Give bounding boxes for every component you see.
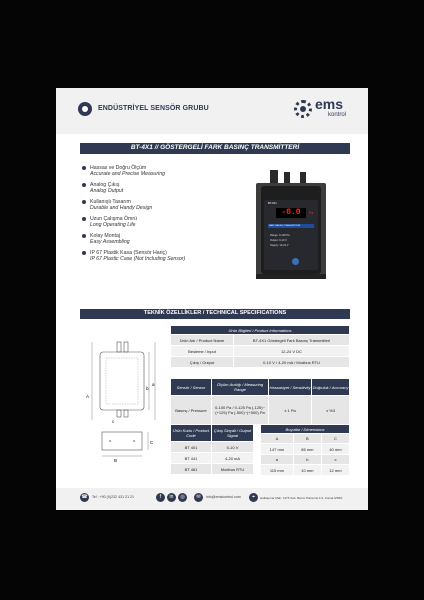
cell: 4-20 mA [212,453,254,464]
header-cell: Ölçüm Aralığı / Measuring Range [212,379,269,396]
device-port-left [270,170,278,184]
cell: Besleme / Input [171,346,234,357]
cell: b [293,455,321,465]
cell: ± 1 Pa [269,396,312,425]
header-cell: Doğruluk / Accuracy [312,379,350,396]
feature-en: Durable and Handy Design [90,205,153,212]
dim-label-a: a [152,382,155,387]
header-cell: Ürün Kodu / Product Code [171,425,212,442]
cell: BT 461 [171,464,212,475]
bullet-icon [82,234,86,238]
cell: 115 mm [261,465,294,476]
device-base [256,274,326,279]
header-cell: Sensör / Sensor [171,379,212,396]
device-display: -0.0 [276,208,306,218]
dim-label-C: C [150,440,154,445]
device-spec-line: Range: 0-100 Pa [270,234,290,237]
cell: 10 mm [293,465,321,476]
bullet-icon [82,183,86,187]
feature-en: Analog Output [90,188,124,195]
cell: 147 mm [261,444,294,455]
cell: B [293,434,321,444]
social-icon: in [167,493,176,502]
gear-logo-icon [294,100,312,118]
logo-kontrol-text: kontrol [328,112,347,118]
footer-address: Halkapınar Mah. 1376 Sok. Barım Plaza No:1/1, Konak İZMİR [260,495,343,500]
dim-label-A: A [86,394,90,399]
cell: Çıkış / Output [171,357,234,368]
feature-item [90,165,230,177]
feature-item [90,233,230,245]
product-info-table [170,325,350,368]
feature-item [90,216,230,228]
cell: 12-24 V DC [234,346,350,357]
cell: 0-10 V / 4-20 mA / Modbus RTU [234,357,350,368]
cell: BT 441 [171,453,212,464]
cell: 0-100 Pa / 0-125 Pa (-125)~(+125) Pa (-500)~(+500) Pa [212,396,269,425]
feature-tr: IP 67 Plastik Kasa (Sensör Hariç) [90,250,167,256]
dimension-drawing [82,328,172,468]
feature-tr: Analog Çıkış [90,182,120,188]
logo-ems-text: ems [315,96,344,112]
datasheet-page [56,88,368,510]
product-info-header: Ürün Bilgileri / Product Informations [171,326,350,335]
header-cell: Hassasiyet / Sensitivity [269,379,312,396]
cell: c [321,455,349,465]
feature-en: Long Operating Life [90,222,136,229]
device-brand-tag: BT-4X1 [268,202,277,205]
cell: BT 401 [171,442,212,453]
dim-label-B: B [114,458,118,463]
dim-label-c: c [112,419,115,424]
cell: C [321,434,349,444]
cell: Basınç / Pressure [171,396,212,425]
group-title: ENDÜSTRİYEL SENSÖR GRUBU [98,105,209,112]
dimensions-header: Boyutlar / Dimensions [261,425,350,434]
device-display-unit: Pa [309,211,314,215]
email-icon: ✉ [194,493,203,502]
cell: Modbus RTU [212,464,254,475]
bullet-icon [82,251,86,255]
feature-tr: Kullanışlı Tasarım [90,199,131,205]
cell: 12 mm [321,465,349,476]
social-icon: f [156,493,165,502]
feature-item [90,199,230,211]
sensor-group-icon [78,102,92,116]
bullet-icon [82,217,86,221]
cell: BT-4X1 Göstergeli Fark Basınç Transmitteri [234,335,350,346]
header-cell: Çıkış Sinyali / Output Signal [212,425,254,442]
bullet-icon [82,200,86,204]
feature-item [90,182,230,194]
footer-email: info@emskontrol.com [206,495,241,499]
feature-en: Easy Assembling [90,239,130,246]
device-spec-line: Supply: 12-24 V [270,244,289,247]
feature-tr: Kolay Montaj [90,233,120,239]
feature-tr: Hassas ve Doğru Ölçüm [90,165,147,171]
cell: 40 mm [321,444,349,455]
cell: A [261,434,294,444]
device-spec-line: Output: 0-10 V [270,239,287,242]
location-icon: ⌖ [249,493,258,502]
cell: 85 mm [293,444,321,455]
sensor-table [170,378,350,425]
specs-title: TEKNİK ÖZELLİKLER / TECHNICAL SPECIFICATIONS [143,310,287,316]
product-codes-table [170,424,254,475]
bullet-icon [82,166,86,170]
device-logo-icon [292,258,299,265]
feature-item [90,250,230,262]
footer-phone: Tel : +90 (0)232 431 21 21 [92,495,135,499]
dim-label-b: b [146,386,149,391]
cell: a [261,455,294,465]
cell: 0-10 V [212,442,254,453]
cell: ± %3 [312,396,350,425]
phone-icon: ☎ [81,494,88,500]
social-icon: ◎ [178,493,187,502]
dimensions-table [260,424,350,476]
feature-en: IP 67 Plastic Case (Not Including Sensor) [90,256,186,263]
feature-en: Accurate and Precise Measuring [90,171,165,178]
cell: Ürün Adı / Product Name [171,335,234,346]
product-title: BT-4X1 // GÖSTERGELİ FARK BASINÇ TRANSMİTTERİ [130,144,300,151]
feature-tr: Uzun Çalışma Ömrü [90,216,137,222]
device-strip-text: FARK BASINÇ TRANSMİTTERİ [269,224,301,227]
